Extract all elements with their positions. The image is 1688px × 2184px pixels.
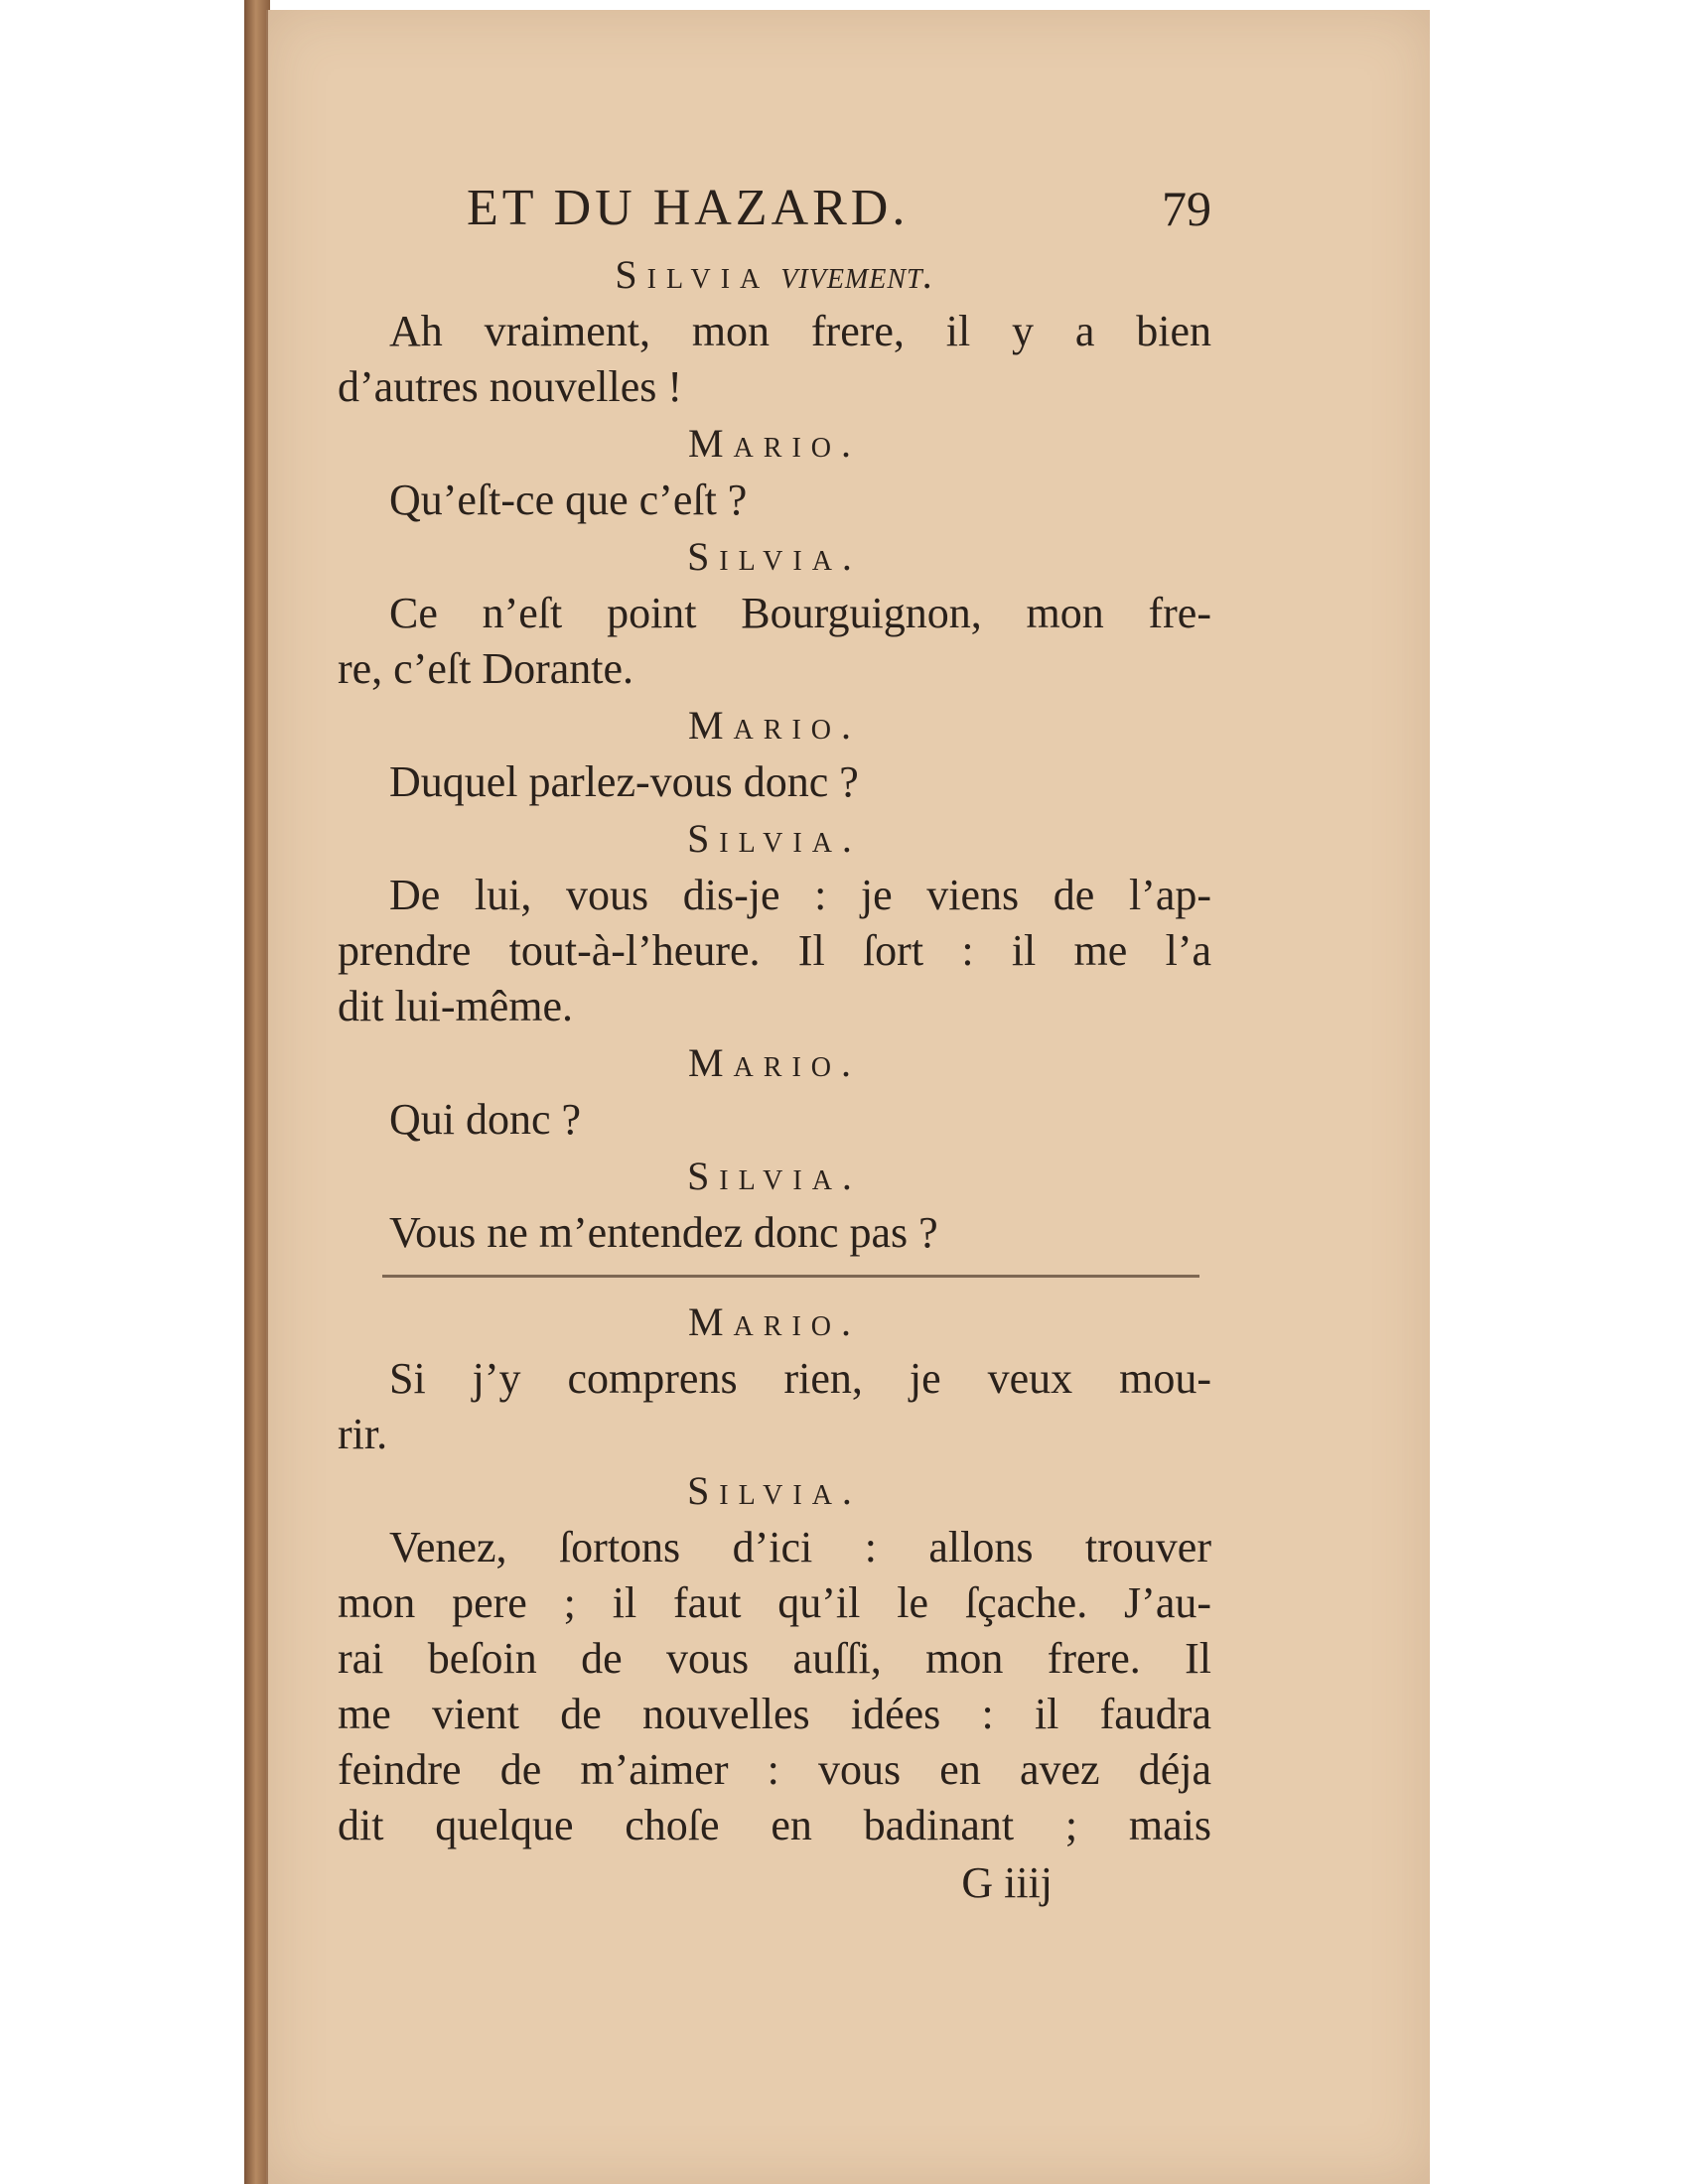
speaker-name (338, 1294, 1211, 1351)
text-line: re, c’eſt Dorante. (338, 644, 634, 693)
speaker-label: Silvia. (687, 534, 862, 579)
text-line: mon pere ; il faut qu’il le ſçache. J’au- (338, 1578, 1211, 1627)
speaker-name (338, 1034, 1211, 1092)
text-line: Ce n’eſt point Bourguignon, mon fre- (389, 589, 1211, 637)
signature-mark: G iiij (961, 1858, 1053, 1907)
text-line: dit quelque choſe en badinant ; mais (338, 1801, 1211, 1849)
speaker-label: Mario. (687, 703, 861, 748)
text-line: Qui donc ? (389, 1095, 582, 1144)
dialogue-body (338, 246, 1211, 1907)
speaker-name (338, 528, 1211, 586)
text-line: dit lui-même. (338, 982, 574, 1030)
text-line: d’autres nouvelles ! (338, 362, 682, 411)
speaker-name (338, 246, 1211, 304)
speaker-name (338, 1148, 1211, 1205)
speaker-name (338, 1462, 1211, 1520)
text-line: me vient de nouvelles idées : il faudra (338, 1690, 1211, 1738)
speaker-label: Mario. (687, 421, 861, 466)
text-line: rir. (338, 1410, 388, 1458)
speaker-name (338, 415, 1211, 473)
scene-divider (382, 1275, 1199, 1278)
text-line: Venez, ſortons d’ici : allons trouver (389, 1523, 1211, 1571)
running-title: ET DU HAZARD. (467, 180, 910, 236)
speaker-label: Silvia. (687, 1468, 862, 1513)
text-line: Si j’y comprens rien, je veux mou- (389, 1354, 1211, 1403)
text-line: De lui, vous dis-je : je viens de l’ap- (389, 871, 1211, 919)
page-header (338, 169, 1211, 248)
text-line: prendre tout-à-l’heure. Il ſort : il me l’a (338, 926, 1211, 975)
speaker-name (338, 810, 1211, 868)
text-line: Duquel parlez-vous donc ? (389, 757, 859, 806)
text-line: Qu’eſt-ce que c’eſt ? (389, 476, 748, 524)
stage-direction: vivement. (770, 252, 934, 297)
text-line: feindre de m’aimer : vous en avez déja (338, 1745, 1211, 1794)
speaker-label: Silvia. (687, 1154, 862, 1198)
speaker-label: Silvia. (687, 816, 862, 861)
page-number: 79 (1162, 181, 1211, 236)
text-line: rai beſoin de vous auſſi, mon frere. Il (338, 1634, 1211, 1683)
text-line: Ah vraiment, mon frere, il y a bien (389, 307, 1211, 355)
speaker-label: Silvia (615, 252, 771, 297)
speaker-name (338, 697, 1211, 754)
speaker-label: Mario. (687, 1299, 861, 1344)
speaker-label: Mario. (687, 1040, 861, 1085)
text-line: Vous ne m’entendez donc pas ? (389, 1208, 938, 1257)
